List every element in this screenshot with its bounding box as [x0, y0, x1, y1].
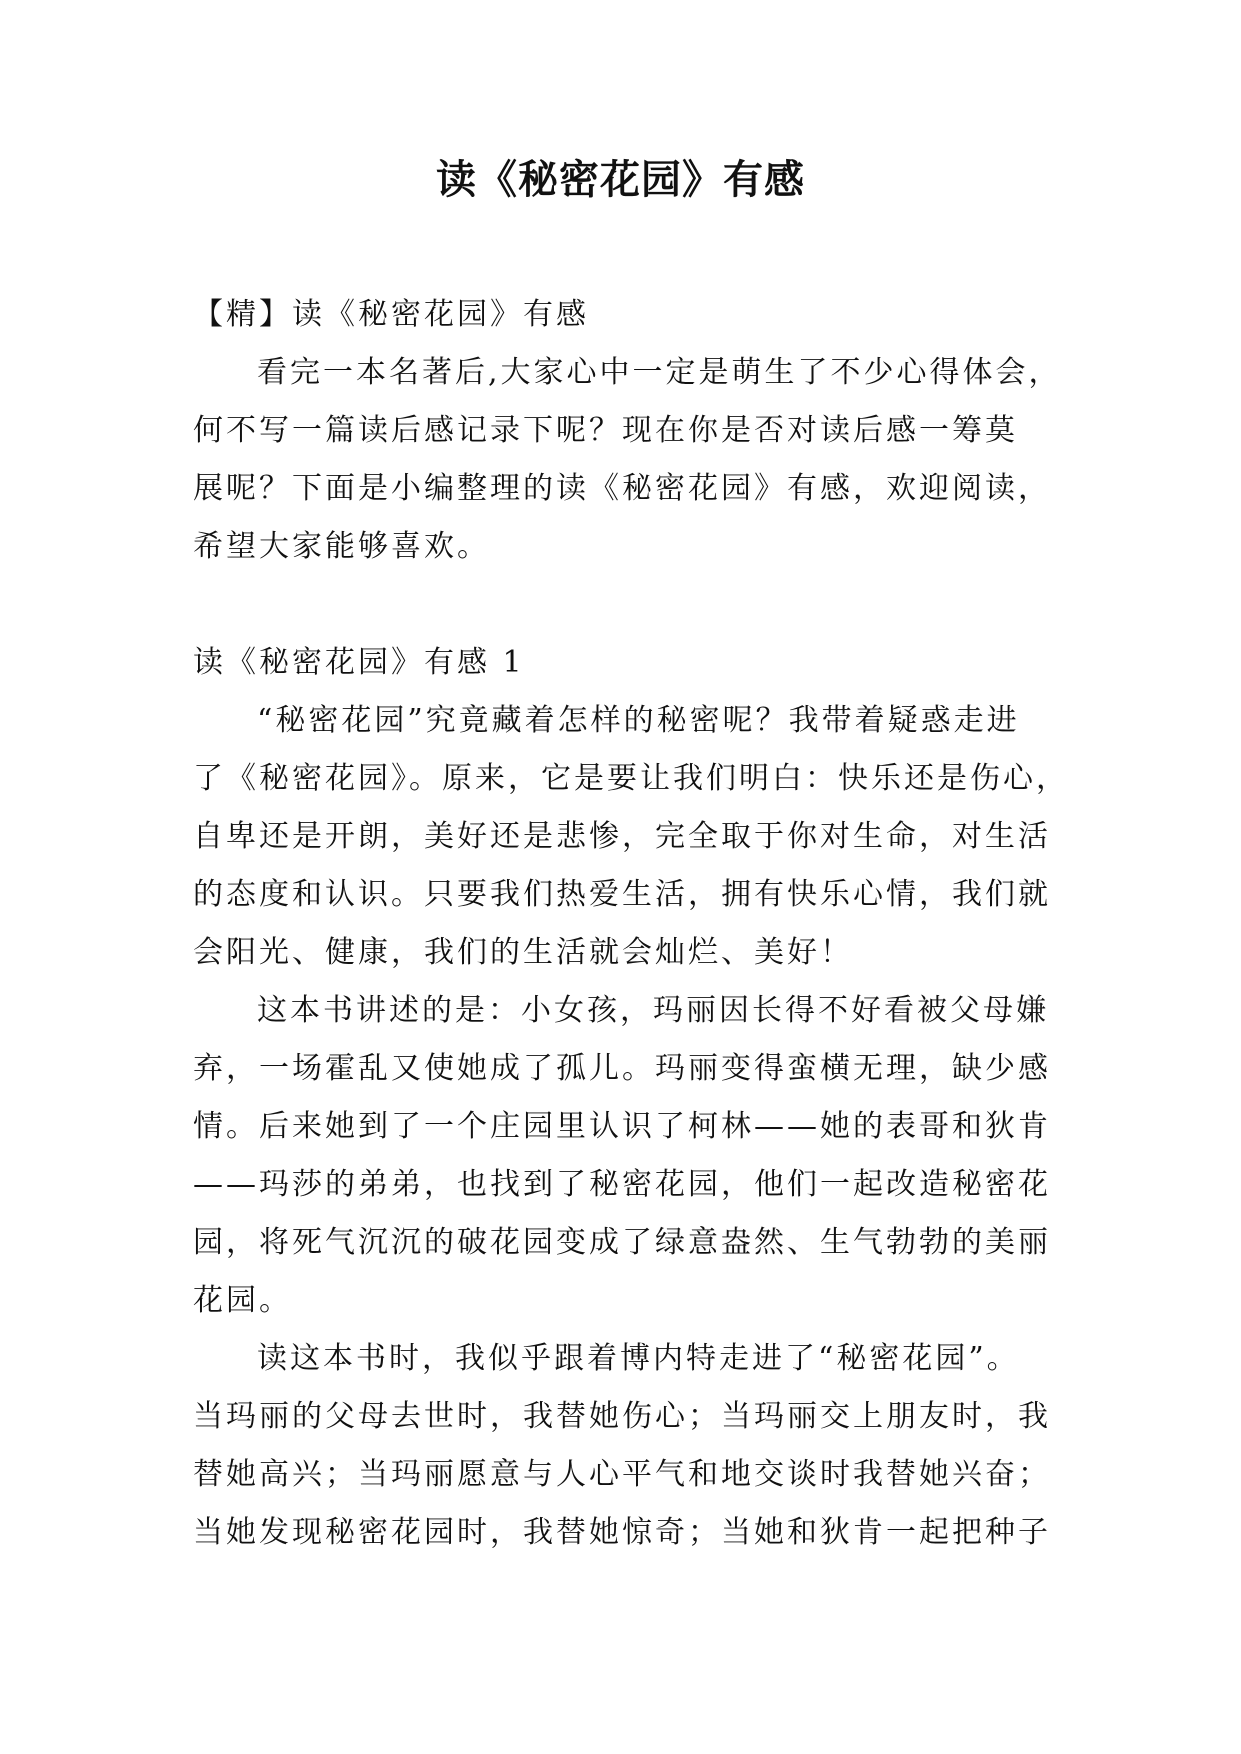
- paragraph-line: 园，将死气沉沉的破花园变成了绿意盎然、生气勃勃的美丽: [193, 1225, 1051, 1260]
- paragraph-line: 希望大家能够喜欢。: [193, 529, 490, 564]
- paragraph-line: 的态度和认识。只要我们热爱生活，拥有快乐心情，我们就: [193, 877, 1051, 912]
- paragraph-line: 展呢？下面是小编整理的读《秘密花园》有感，欢迎阅读，: [193, 471, 1051, 506]
- paragraph-line: 当她发现秘密花园时，我替她惊奇；当她和狄肯一起把种子: [193, 1515, 1051, 1550]
- paragraph-line: “秘密花园”究竟藏着怎样的秘密呢？我带着疑惑走进: [257, 703, 1020, 738]
- paragraph-line: 情。后来她到了一个庄园里认识了柯林——她的表哥和狄肯: [193, 1109, 1051, 1144]
- paragraph-line: 何不写一篇读后感记录下呢？现在你是否对读后感一筹莫: [193, 413, 1018, 448]
- paragraph-line: 了《秘密花园》。原来，它是要让我们明白：快乐还是伤心，: [193, 761, 1069, 796]
- paragraph-line: 会阳光、健康，我们的生活就会灿烂、美好！: [193, 935, 853, 970]
- paragraph-line: 看完一本名著后,大家心中一定是萌生了不少心得体会，: [257, 355, 1062, 390]
- section-heading: 读《秘密花园》有感 1: [193, 645, 525, 680]
- paragraph-line: 弃，一场霍乱又使她成了孤儿。玛丽变得蛮横无理，缺少感: [193, 1051, 1051, 1086]
- blank-line: [193, 576, 1073, 634]
- subtitle-line: 【精】读《秘密花园》有感: [193, 297, 589, 332]
- document-body: [193, 286, 1073, 1562]
- paragraph-line: 替她高兴；当玛丽愿意与人心平气和地交谈时我替她兴奋；: [193, 1457, 1051, 1492]
- paragraph-line: 这本书讲述的是：小女孩，玛丽因长得不好看被父母嫌: [257, 993, 1049, 1028]
- paragraph-line: 自卑还是开朗，美好还是悲惨，完全取于你对生命，对生活: [193, 819, 1051, 854]
- paragraph-line: 花园。: [193, 1283, 292, 1318]
- paragraph-line: 读这本书时，我似乎跟着博内特走进了“秘密花园”。: [257, 1341, 1020, 1376]
- paragraph-line: ——玛莎的弟弟，也找到了秘密花园，他们一起改造秘密花: [193, 1167, 1051, 1202]
- document-title: 读《秘密花园》有感: [436, 157, 805, 203]
- paragraph-line: 当玛丽的父母去世时，我替她伤心；当玛丽交上朋友时，我: [193, 1399, 1051, 1434]
